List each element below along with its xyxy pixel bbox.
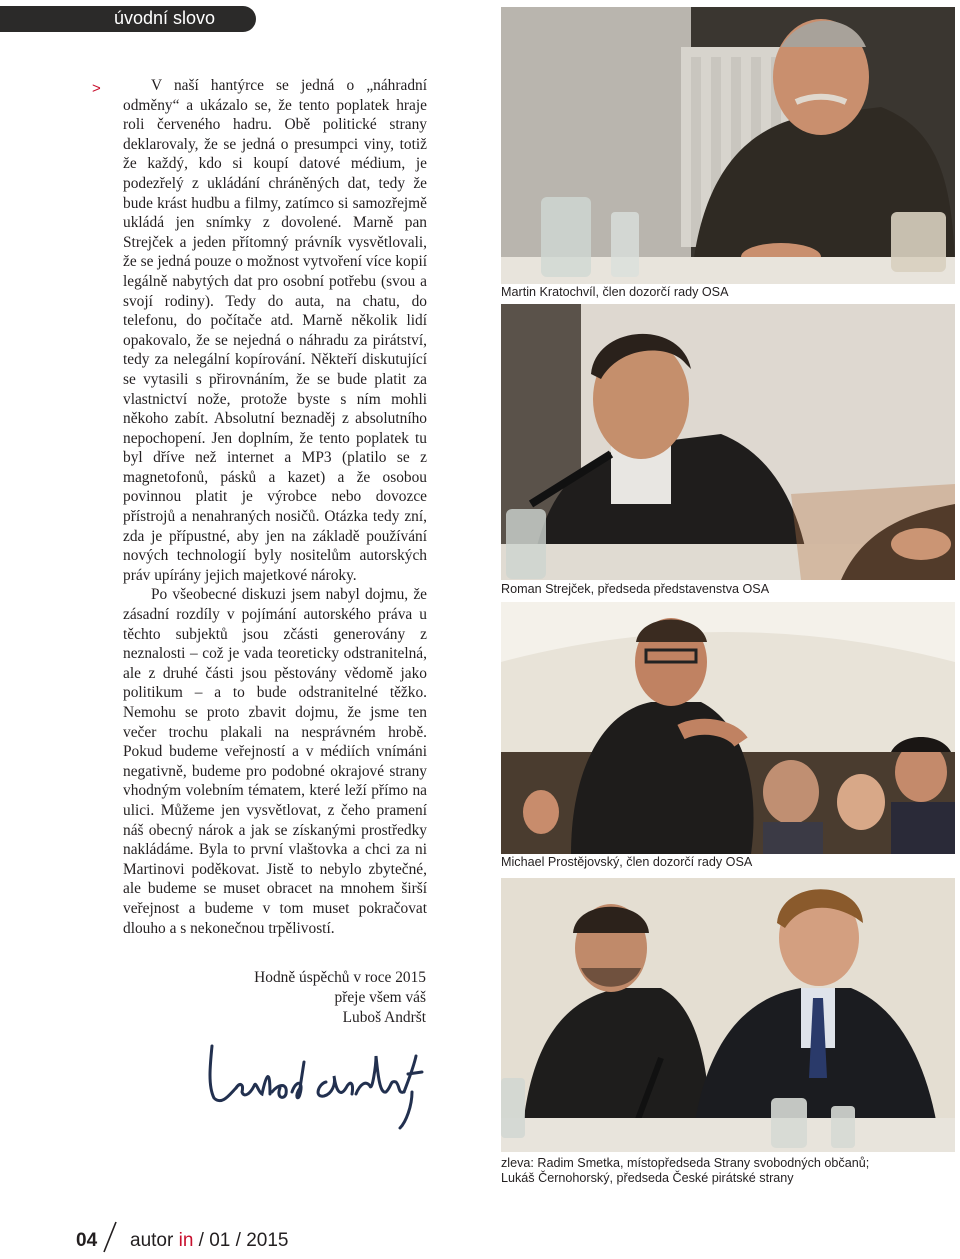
- photo-caption-3: Michael Prostějovský, člen dozorčí rady OSA: [501, 855, 753, 869]
- photo-caption-2: Roman Strejček, předseda představenstva OSA: [501, 582, 770, 596]
- photo-smetka-cernohorsky: [501, 878, 955, 1152]
- closing-line-1: Hodně úspěchů v roce 2015: [254, 969, 426, 986]
- magazine-issue: / 01 / 2015: [198, 1230, 289, 1251]
- photo-michael-prostejovsky: [501, 602, 955, 854]
- article-body: [123, 76, 427, 938]
- closing-line-2: přeje všem váš: [334, 989, 426, 1006]
- article-paragraph-2: Po všeobecné diskuzi jsem nabyl dojmu, že zásadní rozdíly v pojímání autorského práva u těchto subjektů jsou zčásti generovány z neznalosti – což je vada teoreticky odstranitelná, ale z druhé části jsou pěstovány vědomě jako politikum – a to bude odstranitelné těžko. Nemohu se proto zbavit dojmu, že jsme ten večer trochu plakali na nesprávném hrobě. Pokud budeme veřejností a v médiích vnímáni negativně, budeme pro podobné okrajové strany vhodným volebním tématem, které leží přímo na ulici. Můžeme jen vysvětlovat, z čeho pramení náš obecný nárok a jak se získanými prostředky nakládáme. Byla to první vlaštovka a chci za ni Martinovi poděkovat. Jistě to nebylo zbytečné, ale budeme se muset obracet na mnohem širší veřejnost a budeme v tom muset pokračovat dlouho a s nekonečnou trpělivostí.: [123, 586, 427, 937]
- section-title: úvodní slovo: [114, 8, 216, 28]
- magazine-name: autor: [130, 1230, 174, 1251]
- closing-author: Luboš Andršt: [342, 1009, 426, 1026]
- page-number: 04: [76, 1230, 98, 1251]
- paragraph-marker: >: [92, 80, 101, 97]
- magazine-footer: [130, 1230, 288, 1252]
- photo-caption-4-line-2: Lukáš Černohorský, předseda České pirátské strany: [501, 1171, 794, 1185]
- photo-roman-strejcek: [501, 304, 955, 580]
- photo-caption-1: Martin Kratochvíl, člen dozorčí rady OSA: [501, 285, 729, 299]
- photo-caption-4-line-1: zleva: Radim Smetka, místopředseda Strany svobodných občanů;: [501, 1156, 870, 1170]
- author-signature: [200, 1036, 426, 1136]
- closing-greeting: [200, 968, 426, 1028]
- section-header-tab: [0, 6, 256, 32]
- photo-caption-4: [501, 1156, 955, 1186]
- footer-slash-icon: [100, 1220, 120, 1254]
- article-paragraph-1: V naší hantýrce se jedná o „náhradní odměny“ a ukázalo se, že tento poplatek hraje roli červeného hadru. Obě politické strany deklarovaly, že se jedná o presumpci viny, totiž že každý, kdo si koupí datové médium, je podezřelý z ukládání chráněných dat, tedy že bude krást hudbu a filmy, zatímco si samozřejmě ukládá jen snímky z dovolené. Marně pan Strejček a jeden přítomný právník vysvětlovali, že se jedná pouze o možnost vytvoření více kopií legálně nabytých dat pro osobní potřebu (svou a svojí rodiny). Tedy do auta, na chatu, do telefonu, do počítače atd. Marně několik lidí opakovalo, že se nejedná o náhradu za pirátství, tedy za nelegální kopírování. Někteří diskutující se vytasili s přirovnáním, že se bude platit za vlastnictví nože, protože byste s ním mohli někoho zabít. Absolutní beznaděj z absolutního nepochopení. Jen doplním, že tento poplatek tu byl dříve než internet a MP3 (platilo se z magnetofonů, pásků a kazet) a že osobou povinnou platit je výrobce nebo dovozce přístrojů a nenahraných nosičů. Otázka tedy zní, zda je přípustné, aby jen na základě používání nových technologií byly nositelům autorských práv upírány jejich majetkové nároky.: [123, 77, 427, 584]
- photo-martin-kratochvil: [501, 7, 955, 284]
- magazine-name-in: in: [178, 1230, 194, 1251]
